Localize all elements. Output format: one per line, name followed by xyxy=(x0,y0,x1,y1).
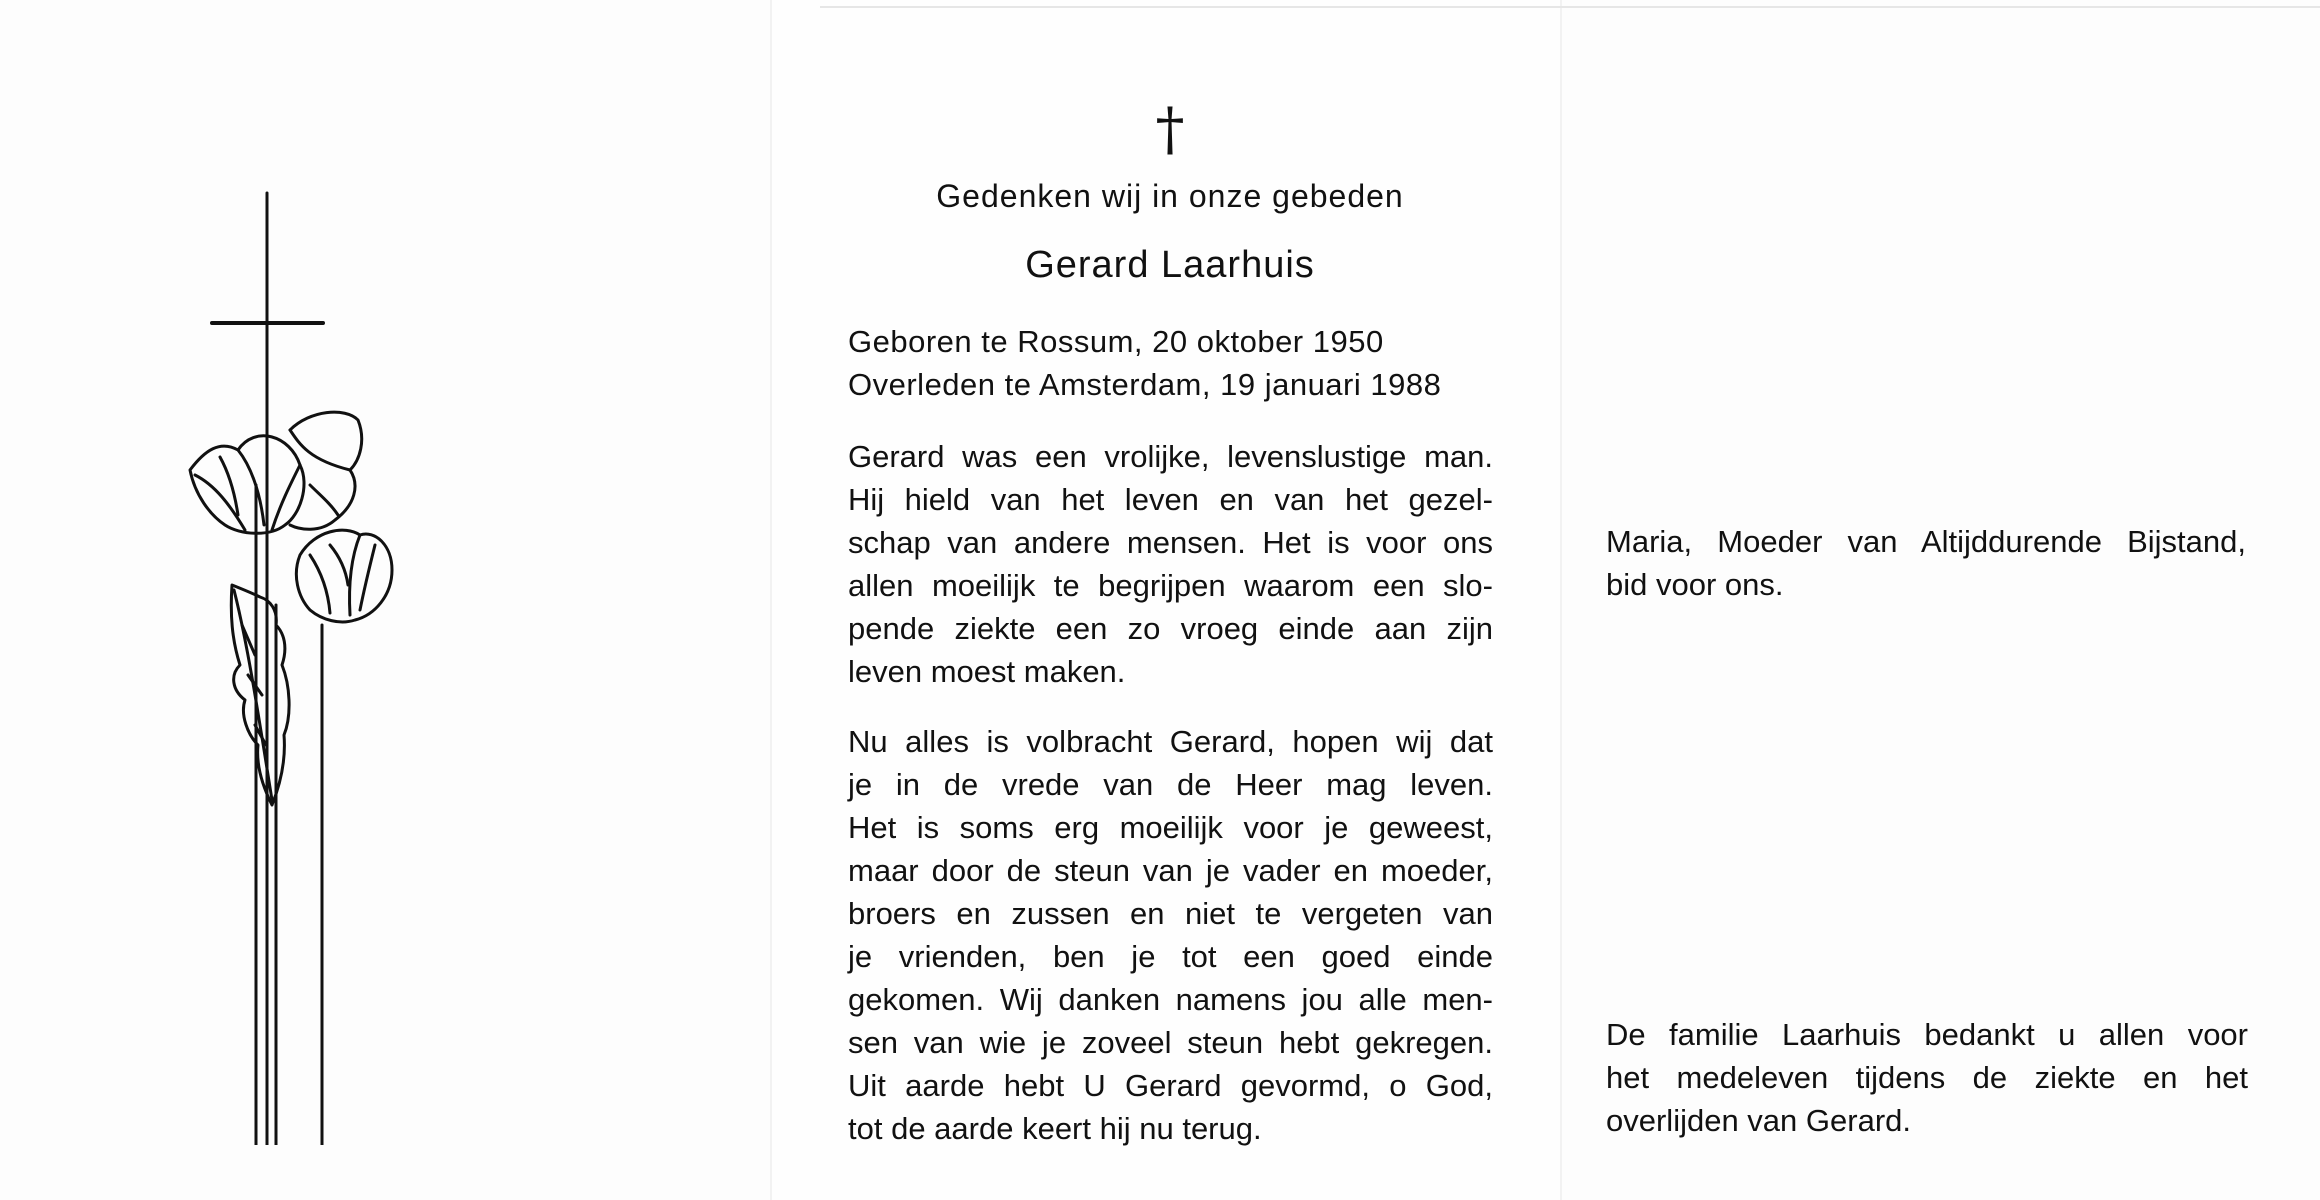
text-line: leven moest maken. xyxy=(848,654,1126,689)
memorial-paragraph-1 xyxy=(848,435,1493,693)
prayer-text xyxy=(1606,520,2246,606)
text-line: Het is soms erg moeilijk voor je geweest, xyxy=(848,810,1493,845)
text-line: je in de vrede van de Heer mag leven. xyxy=(848,767,1493,802)
family-thanks-text xyxy=(1606,1013,2248,1142)
flower-icon xyxy=(190,412,362,533)
text-line: bid voor ons. xyxy=(1606,567,1784,602)
text-line: Nu alles is volbracht Gerard, hopen wij dat xyxy=(848,724,1493,759)
cross-symbol: † xyxy=(1155,95,1185,163)
text-line: Gerard was een vrolijke, levenslustige man. xyxy=(848,439,1493,474)
memorial-paragraph-2 xyxy=(848,720,1493,1150)
text-line: pende ziekte een zo vroeg einde aan zijn xyxy=(848,611,1493,646)
birth-death-dates xyxy=(848,320,1441,406)
cross-with-flowers-illustration xyxy=(160,185,410,1145)
card-heading: Gedenken wij in onze gebeden xyxy=(936,178,1404,214)
text-line: Maria, Moeder van Altijddurende Bijstand, xyxy=(1606,524,2246,559)
text-line: Uit aarde hebt U Gerard gevormd, o God, xyxy=(848,1068,1493,1103)
text-line: broers en zussen en niet te vergeten van xyxy=(848,896,1493,931)
text-line: Hij hield van het leven en van het gezel- xyxy=(848,482,1493,517)
text-line: tot de aarde keert hij nu terug. xyxy=(848,1111,1262,1146)
text-line: De familie Laarhuis bedankt u allen voor xyxy=(1606,1017,2248,1052)
text-line: sen van wie je zoveel steun hebt gekregen. xyxy=(848,1025,1493,1060)
text-line: gekomen. Wij danken namens jou alle men- xyxy=(848,982,1493,1017)
text-line: allen moeilijk te begrijpen waarom een slo- xyxy=(848,568,1493,603)
deceased-name: Gerard Laarhuis xyxy=(1025,244,1315,286)
text-line: schap van andere mensen. Het is voor ons xyxy=(848,525,1493,560)
leaf-icon xyxy=(231,585,289,805)
text-line: het medeleven tijdens de ziekte en het xyxy=(1606,1060,2248,1095)
birth-line: Geboren te Rossum, 20 oktober 1950 xyxy=(848,324,1384,359)
paper-edge xyxy=(820,6,2320,8)
death-line: Overleden te Amsterdam, 19 januari 1988 xyxy=(848,367,1442,402)
text-line: overlijden van Gerard. xyxy=(1606,1103,1911,1138)
text-line: je vrienden, ben je tot een goed einde xyxy=(848,939,1493,974)
text-line: maar door de steun van je vader en moeder, xyxy=(848,853,1493,888)
flower-icon xyxy=(296,530,392,622)
